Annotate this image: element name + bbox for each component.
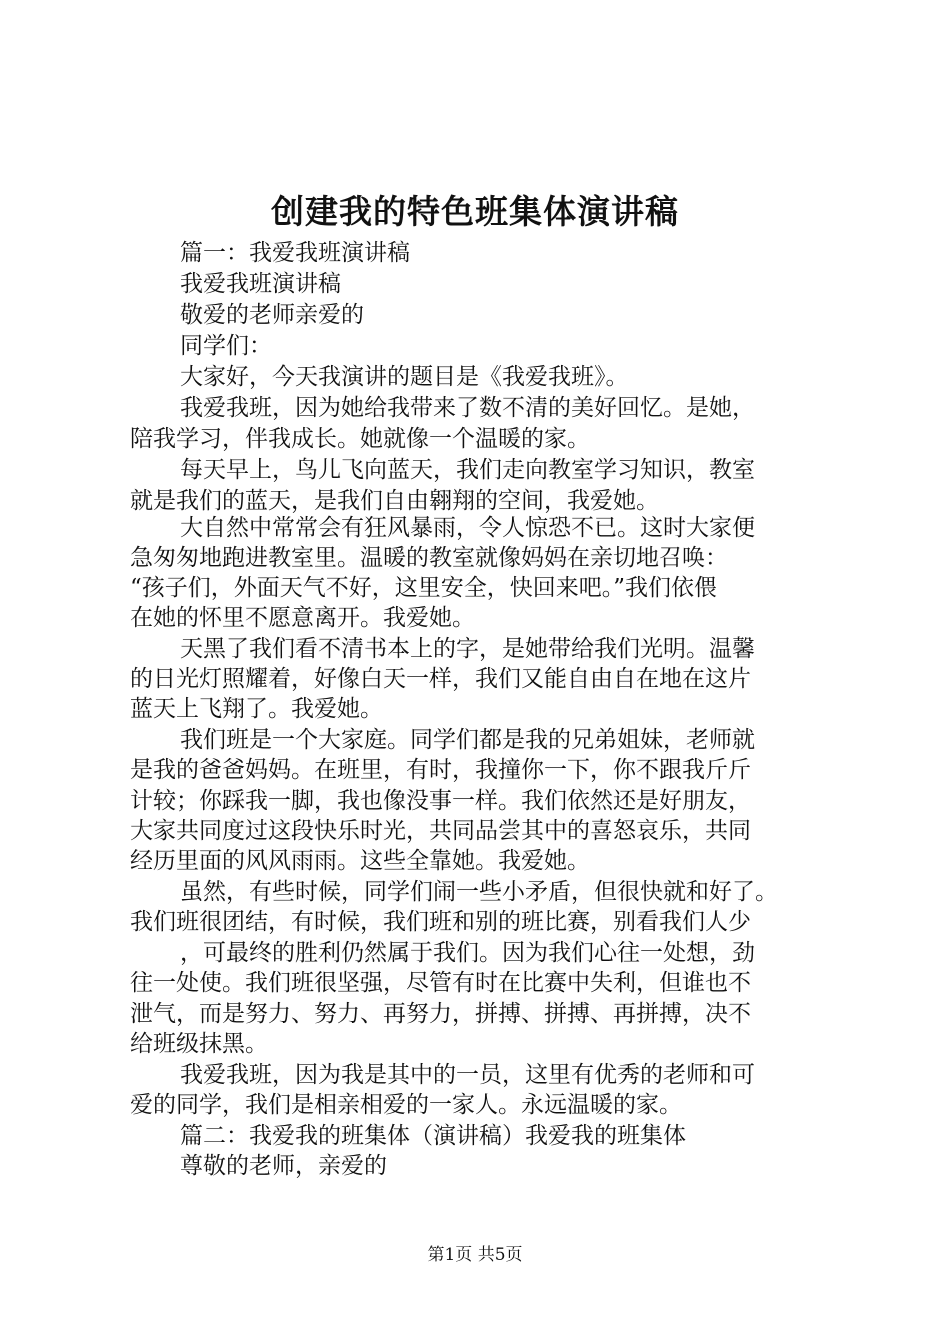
text-line: 我爱我班，因为她给我带来了数不清的美好回忆。是她， <box>180 395 755 421</box>
text-line: 篇二：我爱我的班集体（演讲稿）我爱我的班集体 <box>180 1123 686 1149</box>
text-line: 同学们： <box>180 333 272 359</box>
text-line: 计较；你踩我一脚，我也像没事一样。我们依然还是好朋友， <box>130 788 751 814</box>
text-line: 往一处使。我们班很坚强，尽管有时在比赛中失利，但谁也不 <box>130 970 751 996</box>
text-line: 在她的怀里不愿意离开。我爱她。 <box>130 605 475 631</box>
text-line: 泄气，而是努力、努力、再努力，拼搏、拼搏、再拼搏，决不 <box>130 1001 751 1027</box>
text-line: 虽然，有些时候，同学们闹一些小矛盾，但很快就和好了。 <box>180 879 778 905</box>
text-line: 每天早上，鸟儿飞向蓝天，我们走向教室学习知识，教室 <box>180 457 755 483</box>
text-line: 给班级抹黑。 <box>130 1031 268 1057</box>
text-line: 我爱我班，因为我是其中的一员，这里有优秀的老师和可 <box>180 1062 755 1088</box>
text-line: 蓝天上飞翔了。我爱她。 <box>130 696 383 722</box>
text-line: 是我的爸爸妈妈。在班里，有时，我撞你一下，你不跟我斤斤 <box>130 757 751 783</box>
text-line: 大自然中常常会有狂风暴雨，令人惊恐不已。这时大家便 <box>180 515 755 541</box>
text-line: 篇一：我爱我班演讲稿 <box>180 240 410 266</box>
text-line: “孩子们，外面天气不好，这里安全，快回来吧。”我们依偎 <box>130 575 718 601</box>
text-line: 我爱我班演讲稿 <box>180 271 341 297</box>
text-line: 大家共同度过这段快乐时光，共同品尝其中的喜怒哀乐，共同 <box>130 818 751 844</box>
page-title: 创建我的特色班集体演讲稿 <box>271 192 679 231</box>
text-line: 就是我们的蓝天，是我们自由翱翔的空间，我爱她。 <box>130 488 659 514</box>
text-line: 我们班很团结，有时候，我们班和别的班比赛，别看我们人少 <box>130 909 751 935</box>
text-line: 的日光灯照耀着，好像白天一样，我们又能自由自在地在这片 <box>130 666 751 692</box>
text-line: 大家好，今天我演讲的题目是《我爱我班》。 <box>180 364 629 390</box>
text-line: 敬爱的老师亲爱的 <box>180 302 364 328</box>
page-number-footer: 第1页 共5页 <box>427 1245 523 1265</box>
text-line: 急匆匆地跑进教室里。温暖的教室就像妈妈在亲切地召唤： <box>130 545 728 571</box>
text-line: ，可最终的胜利仍然属于我们。因为我们心往一处想，劲 <box>180 940 755 966</box>
text-line: 天黑了我们看不清书本上的字，是她带给我们光明。温馨 <box>180 636 755 662</box>
text-line: 经历里面的风风雨雨。这些全靠她。我爱她。 <box>130 848 590 874</box>
text-line: 尊敬的老师，亲爱的 <box>180 1153 387 1179</box>
text-line: 我们班是一个大家庭。同学们都是我的兄弟姐妹，老师就 <box>180 727 755 753</box>
text-line: 陪我学习，伴我成长。她就像一个温暖的家。 <box>130 426 590 452</box>
text-line: 爱的同学，我们是相亲相爱的一家人。永远温暖的家。 <box>130 1092 682 1118</box>
